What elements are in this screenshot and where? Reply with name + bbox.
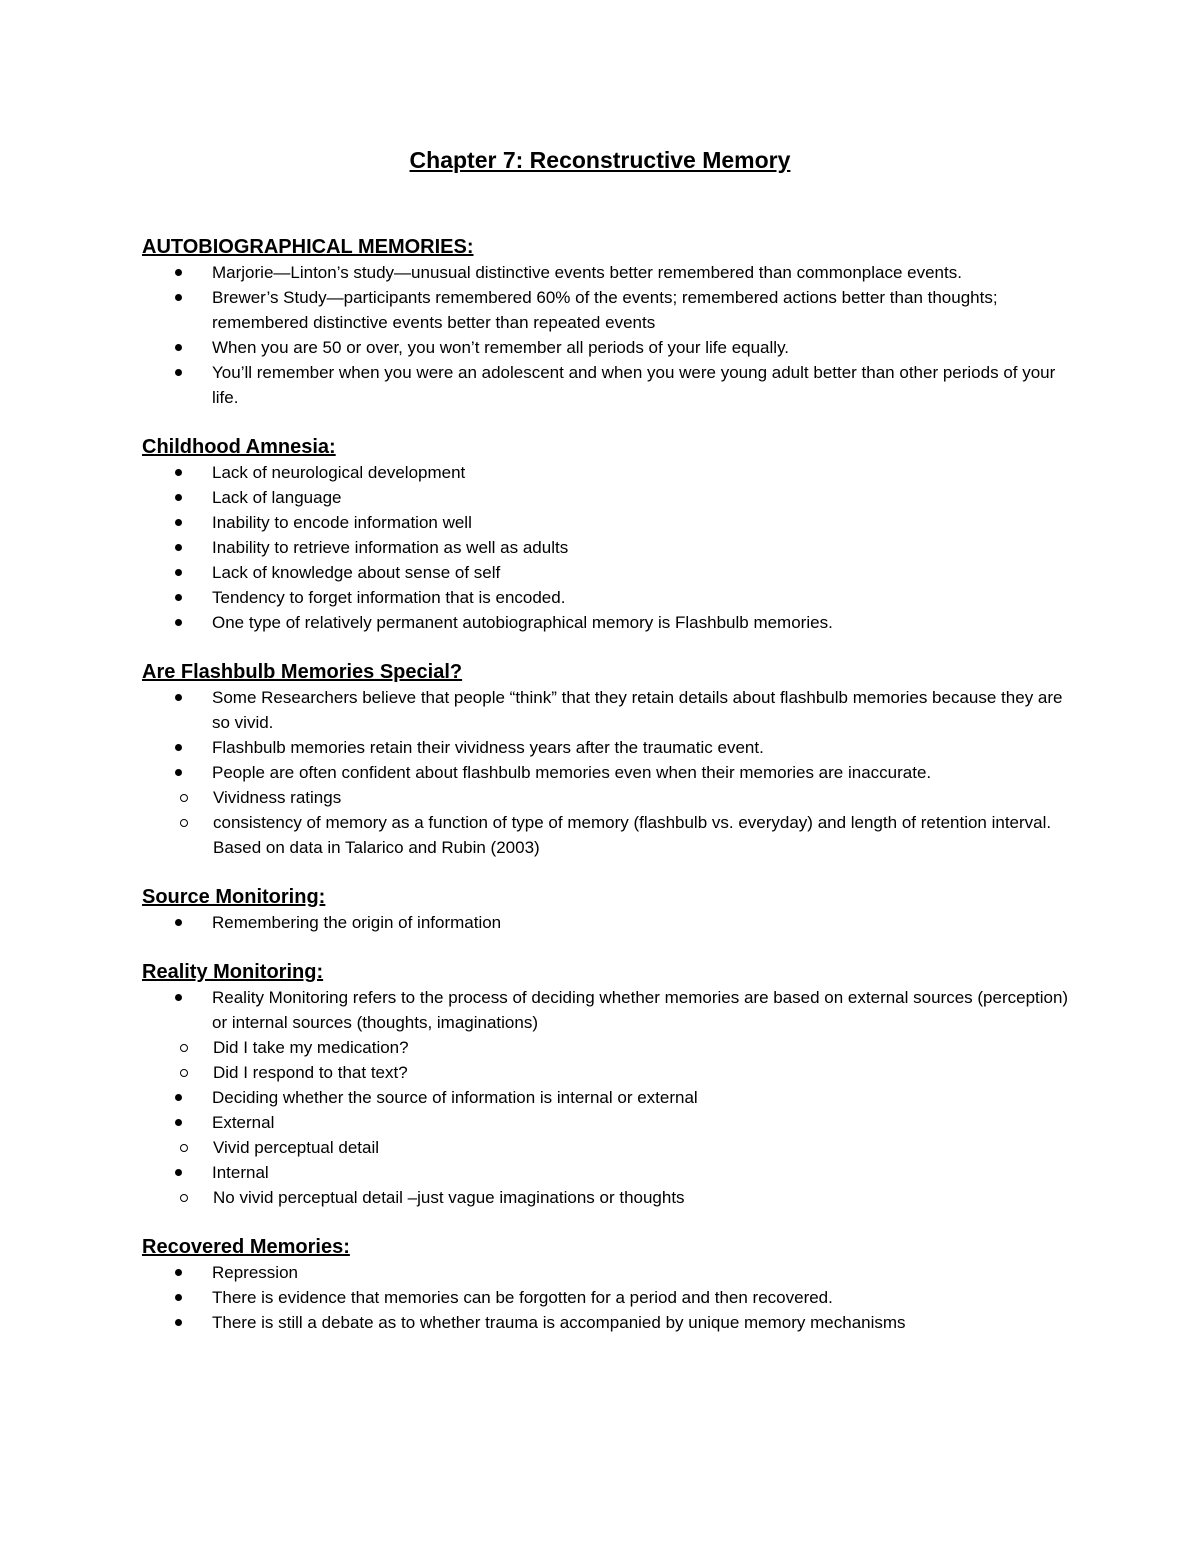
list-item-text: There is still a debate as to whether trauma is accompanied by unique memory mechanisms (212, 1313, 906, 1332)
list-item (142, 535, 1072, 560)
list-item (142, 985, 1072, 1085)
list-item-text: Remembering the origin of information (212, 913, 502, 932)
list-item-text: Marjorie—Linton’s study—unusual distinctive events better remembered than commonplace events. (212, 263, 962, 282)
bullet-icon (175, 769, 182, 776)
bullet-icon (175, 519, 182, 526)
circle-bullet-icon (180, 1194, 188, 1202)
list-item-text: Internal (212, 1163, 269, 1182)
list-item (142, 1310, 1072, 1335)
sub-bullet-list (142, 1185, 1072, 1210)
bullet-icon (175, 1319, 182, 1326)
list-item-text: One type of relatively permanent autobiographical memory is Flashbulb memories. (212, 613, 833, 632)
section-heading: Reality Monitoring: (142, 961, 324, 983)
list-item-text: There is evidence that memories can be forgotten for a period and then recovered. (212, 1288, 833, 1307)
bullet-icon (175, 369, 182, 376)
bullet-icon (175, 594, 182, 601)
bullet-icon (175, 294, 182, 301)
sub-list-item (142, 785, 1072, 810)
list-item-text: Tendency to forget information that is encoded. (212, 588, 566, 607)
bullet-icon (175, 544, 182, 551)
list-item-text: Lack of neurological development (212, 463, 466, 482)
sub-list-item-text: Did I take my medication? (213, 1038, 409, 1057)
circle-bullet-icon (180, 794, 188, 802)
circle-bullet-icon (180, 1144, 188, 1152)
sub-list-item (142, 1185, 1072, 1210)
list-item (142, 760, 1072, 860)
list-item-text: Reality Monitoring refers to the process of deciding whether memories are based on external sources (perception) or internal sources (thoughts, imaginations) (212, 988, 1069, 1032)
bullet-icon (175, 494, 182, 501)
bullet-icon (175, 1294, 182, 1301)
sub-list-item-text: Vividness ratings (213, 788, 342, 807)
sub-list-item (142, 1135, 1072, 1160)
list-item-text: Some Researchers believe that people “think” that they retain details about flashbulb memories because they are so vivid. (212, 688, 1063, 732)
list-item (142, 485, 1072, 510)
bullet-icon (175, 619, 182, 626)
bullet-icon (175, 269, 182, 276)
sub-list-item-text: Did I respond to that text? (213, 1063, 408, 1082)
bullet-list (142, 1260, 1072, 1335)
bullet-icon (175, 994, 182, 1001)
sub-list-item-text: Vivid perceptual detail (213, 1138, 380, 1157)
list-item (142, 260, 1072, 285)
list-item (142, 1160, 1072, 1210)
list-item (142, 1110, 1072, 1160)
list-item-text: When you are 50 or over, you won’t remember all periods of your life equally. (212, 338, 790, 357)
list-item-text: People are often confident about flashbulb memories even when their memories are inaccurate. (212, 763, 932, 782)
circle-bullet-icon (180, 1044, 188, 1052)
bullet-list (142, 910, 1072, 935)
section-heading: Are Flashbulb Memories Special? (142, 661, 463, 683)
section (142, 659, 1072, 860)
circle-bullet-icon (180, 819, 188, 827)
sub-list-item (142, 1035, 1072, 1060)
list-item (142, 910, 1072, 935)
list-item-text: External (212, 1113, 275, 1132)
sub-list-item-text: consistency of memory as a function of type of memory (flashbulb vs. everyday) and length of retention interval. Based on data in Talarico and Rubin (2003) (213, 813, 1052, 857)
list-item (142, 610, 1072, 635)
sub-bullet-list (142, 1135, 1072, 1160)
section-heading: Childhood Amnesia: (142, 436, 336, 458)
list-item-text: Inability to retrieve information as well as adults (212, 538, 569, 557)
list-item-text: Flashbulb memories retain their vividness years after the traumatic event. (212, 738, 764, 757)
list-item (142, 360, 1072, 410)
list-item (142, 560, 1072, 585)
bullet-list (142, 985, 1072, 1210)
section-heading: Recovered Memories: (142, 1236, 350, 1258)
bullet-icon (175, 469, 182, 476)
sub-bullet-list (142, 1035, 1072, 1085)
bullet-icon (175, 1094, 182, 1101)
section-heading: Source Monitoring: (142, 886, 326, 908)
list-item (142, 1260, 1072, 1285)
list-item (142, 685, 1072, 735)
sub-list-item-text: No vivid perceptual detail –just vague imaginations or thoughts (213, 1188, 685, 1207)
bullet-icon (175, 569, 182, 576)
bullet-icon (175, 1169, 182, 1176)
list-item-text: Brewer’s Study—participants remembered 60% of the events; remembered actions better than thoughts; remembered distinctive events better than repeated events (212, 288, 998, 332)
bullet-list (142, 260, 1072, 410)
circle-bullet-icon (180, 1069, 188, 1077)
document-body (142, 234, 1072, 1359)
list-item-text: Inability to encode information well (212, 513, 472, 532)
section (142, 434, 1072, 635)
sub-list-item (142, 1060, 1072, 1085)
sub-bullet-list (142, 785, 1072, 860)
section (142, 1234, 1072, 1335)
bullet-icon (175, 694, 182, 701)
section (142, 884, 1072, 935)
bullet-icon (175, 744, 182, 751)
list-item-text: Lack of knowledge about sense of self (212, 563, 501, 582)
list-item-text: Repression (212, 1263, 298, 1282)
bullet-icon (175, 919, 182, 926)
list-item (142, 735, 1072, 760)
list-item (142, 510, 1072, 535)
bullet-list (142, 685, 1072, 860)
bullet-list (142, 460, 1072, 635)
list-item-text: Deciding whether the source of information is internal or external (212, 1088, 698, 1107)
sub-list-item (142, 810, 1072, 860)
list-item (142, 335, 1072, 360)
list-item (142, 460, 1072, 485)
list-item (142, 585, 1072, 610)
list-item-text: You’ll remember when you were an adolescent and when you were young adult better than other periods of your life. (212, 363, 1056, 407)
section (142, 234, 1072, 410)
section-heading: AUTOBIOGRAPHICAL MEMORIES: (142, 236, 474, 258)
page-title: Chapter 7: Reconstructive Memory (409, 147, 791, 173)
list-item-text: Lack of language (212, 488, 342, 507)
list-item (142, 285, 1072, 335)
bullet-icon (175, 344, 182, 351)
bullet-icon (175, 1269, 182, 1276)
bullet-icon (175, 1119, 182, 1126)
list-item (142, 1085, 1072, 1110)
list-item (142, 1285, 1072, 1310)
section (142, 959, 1072, 1210)
